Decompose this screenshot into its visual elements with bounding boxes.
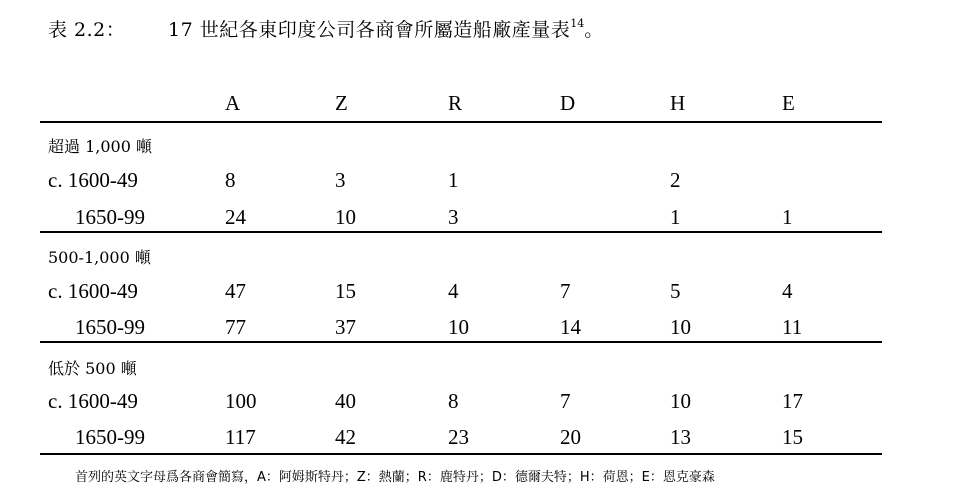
table-cell: 8: [448, 389, 459, 413]
section-label-under-500: 低於 500 噸: [48, 359, 137, 378]
bottom-rule: [40, 453, 882, 455]
table-cell: 14: [560, 315, 581, 339]
caption-end-mark: 。: [584, 19, 604, 41]
table-cell: 77: [225, 315, 246, 339]
column-header-z: Z: [335, 91, 348, 115]
table-cell: 20: [560, 425, 581, 449]
table-cell: 7: [560, 279, 571, 303]
column-header-e: E: [782, 91, 795, 115]
row-period: c. 1600-49: [48, 389, 138, 413]
table-cell: 2: [670, 168, 681, 192]
column-header-a: A: [225, 91, 241, 115]
table-cell: 15: [335, 279, 356, 303]
table-cell: 5: [670, 279, 681, 303]
table-cell: 17: [782, 389, 803, 413]
table-cell: 1: [670, 205, 681, 229]
column-header-r: R: [448, 91, 463, 115]
table-cell: 10: [670, 389, 691, 413]
column-header-d: D: [560, 91, 576, 115]
section-rule: [40, 231, 882, 233]
table-cell: 40: [335, 389, 356, 413]
table-cell: 11: [782, 315, 803, 339]
table-cell: 3: [335, 168, 346, 192]
row-period: c. 1600-49: [48, 168, 138, 192]
table-cell: 23: [448, 425, 469, 449]
table-cell: 10: [335, 205, 356, 229]
table-cell: 42: [335, 425, 356, 449]
caption-title: 17 世紀各東印度公司各商會所屬造船廠產量表: [168, 19, 571, 41]
table-cell: 1: [448, 168, 459, 192]
footnote-reference: 14: [570, 17, 585, 30]
table-cell: 1: [782, 205, 793, 229]
table-cell: 13: [670, 425, 691, 449]
table-cell: 4: [448, 279, 459, 303]
table-cell: 47: [225, 279, 246, 303]
table-cell: 117: [225, 425, 256, 449]
table-cell: 8: [225, 168, 236, 192]
table-cell: 37: [335, 315, 356, 339]
section-label-over-1000: 超過 1,000 噸: [48, 137, 152, 156]
table-cell: 100: [225, 389, 257, 413]
table-cell: 10: [670, 315, 691, 339]
table-footnote: 首列的英文字母爲各商會簡寫，A：阿姆斯特丹；Z：熱蘭；R：鹿特丹；D：德爾夫特；H：荷恩；E：恩克豪森: [75, 470, 715, 485]
header-rule: [40, 121, 882, 123]
row-period: c. 1600-49: [48, 279, 138, 303]
row-period: 1650-99: [75, 425, 145, 449]
table-cell: 15: [782, 425, 803, 449]
row-period: 1650-99: [75, 315, 145, 339]
row-period: 1650-99: [75, 205, 145, 229]
table-cell: 10: [448, 315, 469, 339]
section-label-500-1000: 500-1,000 噸: [48, 248, 151, 267]
table-cell: 3: [448, 205, 459, 229]
table-cell: 24: [225, 205, 246, 229]
section-rule: [40, 341, 882, 343]
caption-label: 表 2.2：: [48, 19, 126, 41]
table-cell: 7: [560, 389, 571, 413]
table-caption: [48, 15, 604, 42]
table-cell: 4: [782, 279, 793, 303]
column-header-h: H: [670, 91, 686, 115]
